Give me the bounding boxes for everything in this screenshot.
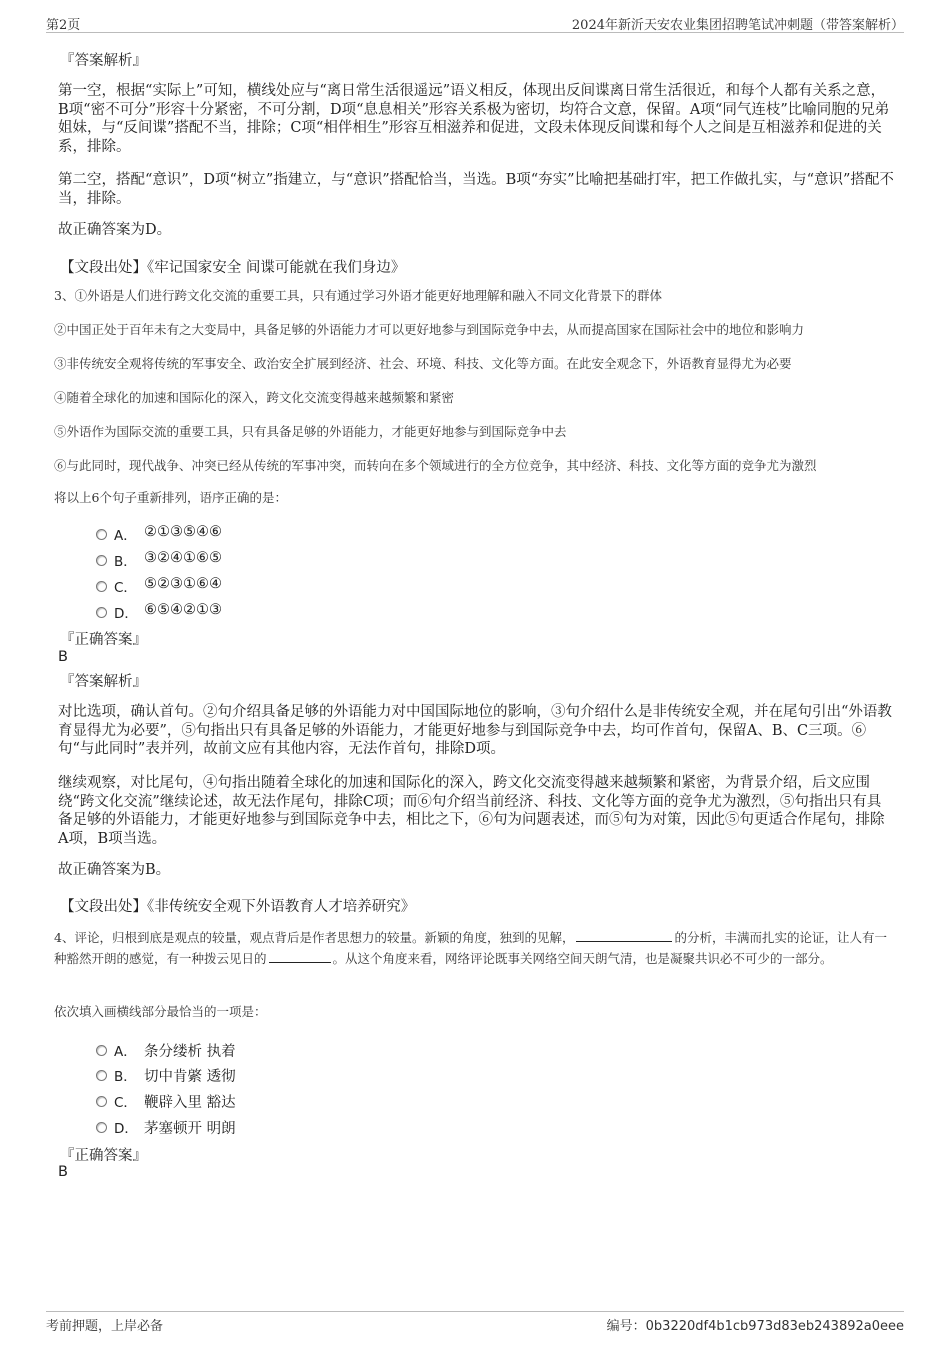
- q4-correct-label: 『正确答案』: [60, 1148, 147, 1164]
- q3-sentence-1: 3、①外语是人们进行跨文化交流的重要工具，只有通过学习外语才能更好地理解和融入不同文化背景下的群体: [54, 288, 662, 303]
- page-footer: [46, 1311, 904, 1336]
- q3-prompt: 将以上6个句子重新排列，语序正确的是：: [54, 490, 287, 505]
- radio-icon[interactable]: [96, 581, 107, 592]
- q3-sentence-4: ④随着全球化的加速和国际化的深入，跨文化交流变得越来越频繁和紧密: [54, 390, 455, 405]
- q3-analysis-paragraph-2: 继续观察，对比尾句，④句指出随着全球化的加速和国际化的深入，跨文化交流变得越来越频繁和紧密，为背景介绍，后文应围绕“跨文化交流”继续论述，故无法作尾句，排除C项；而⑥句介绍当前经济、科技、文化等方面的竞争尤为激烈，⑤句指出只有具备足够的外语能力，才能更好地参与到国际竞争中去，相比之下，⑥句为问题表述，而⑤句为对策，因此⑤句更适合作尾句，排除A项，B项当选。: [58, 775, 885, 847]
- q4-prompt: 依次填入画横线部分最恰当的一项是：: [54, 1004, 267, 1019]
- q3-sentence-5: ⑤外语作为国际交流的重要工具，只有具备足够的外语能力，才能更好地参与到国际竞争中去: [54, 424, 567, 439]
- q3-answer-conclusion: 故正确答案为B。: [58, 862, 171, 878]
- radio-icon[interactable]: [96, 529, 107, 540]
- q2-answer-conclusion: 故正确答案为D。: [58, 222, 172, 238]
- q3-correct-answer: B: [58, 649, 68, 665]
- document-code: 编号：0b3220df4b1cb973d83eb243892a0eee: [606, 1319, 904, 1334]
- q3-correct-label: 『正确答案』: [60, 632, 147, 648]
- radio-icon[interactable]: [96, 555, 107, 566]
- q3-sentence-2: ②中国正处于百年未有之大变局中，具备足够的外语能力才可以更好地参与到国际竞争中去，从而提高国家在国际社会中的地位和影响力: [54, 322, 805, 337]
- radio-icon[interactable]: [96, 1045, 107, 1056]
- q4-correct-answer: B: [58, 1164, 68, 1180]
- radio-icon[interactable]: [96, 1070, 107, 1081]
- page-number: 第2页: [46, 18, 81, 33]
- q3-source: 【文段出处】《非传统安全观下外语教育人才培养研究》: [60, 899, 416, 915]
- q3-analysis-label: 『答案解析』: [60, 674, 147, 690]
- blank-1[interactable]: [576, 929, 672, 942]
- q3-sentence-6: ⑥与此同时，现代战争、冲突已经从传统的军事冲突，而转向在多个领域进行的全方位竞争，其中经济、科技、文化等方面的竞争尤为激烈: [54, 458, 817, 473]
- radio-icon[interactable]: [96, 607, 107, 618]
- q4-stem: 4、评论，归根到底是观点的较量，观点背后是作者思想力的较量。新颖的角度，独到的见解， 的分析，丰满而扎实的论证，让人有一种豁然开朗的感觉，有一种拨云见日的 。从这个角度来看，网络评论既事关网络空间天朗气清，也是凝聚共识必不可少的一部分。: [54, 930, 887, 966]
- q2-source: 【文段出处】《牢记国家安全 间谍可能就在我们身边》: [60, 260, 406, 276]
- q3-analysis-paragraph-1: 对比选项，确认首句。②句介绍具备足够的外语能力对中国国际地位的影响，③句介绍什么是非传统安全观，并在尾句引出“外语教育显得尤为必要”，⑤句指出只有具备足够的外语能力，才能更好地参与到国际竞争中去，均可作首句，保留A、B、C三项。⑥句“与此同时”表并列，故前文应有其他内容，无法作首句，排除D项。: [58, 704, 892, 757]
- blank-2[interactable]: [269, 950, 331, 963]
- q2-analysis-label: 『答案解析』: [60, 53, 147, 69]
- q2-analysis-paragraph-2: 第二空，搭配“意识”，D项“树立”指建立，与“意识”搭配恰当，当选。B项“夯实”比喻把基础打牢，把工作做扎实，与“意识”搭配不当，排除。: [58, 172, 894, 207]
- page-header: [46, 12, 904, 33]
- q2-analysis-paragraph-1: 第一空，根据“实际上”可知，横线处应与“离日常生活很遥远”语义相反，体现出反间谍离日常生活很近，和每个人都有关系之意，B项“密不可分”形容十分紧密，不可分割，D项“息息相关”形容关系极为密切，均符合文意，保留。A项“同气连枝”比喻同胞的兄弟姐妹，与“反间谍”搭配不当，排除；C项“相伴相生”形容互相滋养和促进，文段未体现反间谍和每个人之间是互相滋养和促进的关系，排除。: [58, 83, 890, 155]
- document-title: 2024年新沂天安农业集团招聘笔试冲刺题（带答案解析）: [571, 18, 904, 33]
- radio-icon[interactable]: [96, 1096, 107, 1107]
- q3-sentence-3: ③非传统安全观将传统的军事安全、政治安全扩展到经济、社会、环境、科技、文化等方面。在此安全观念下，外语教育显得尤为必要: [54, 356, 792, 371]
- radio-icon[interactable]: [96, 1122, 107, 1133]
- footer-slogan: 考前押题，上岸必备: [46, 1319, 164, 1334]
